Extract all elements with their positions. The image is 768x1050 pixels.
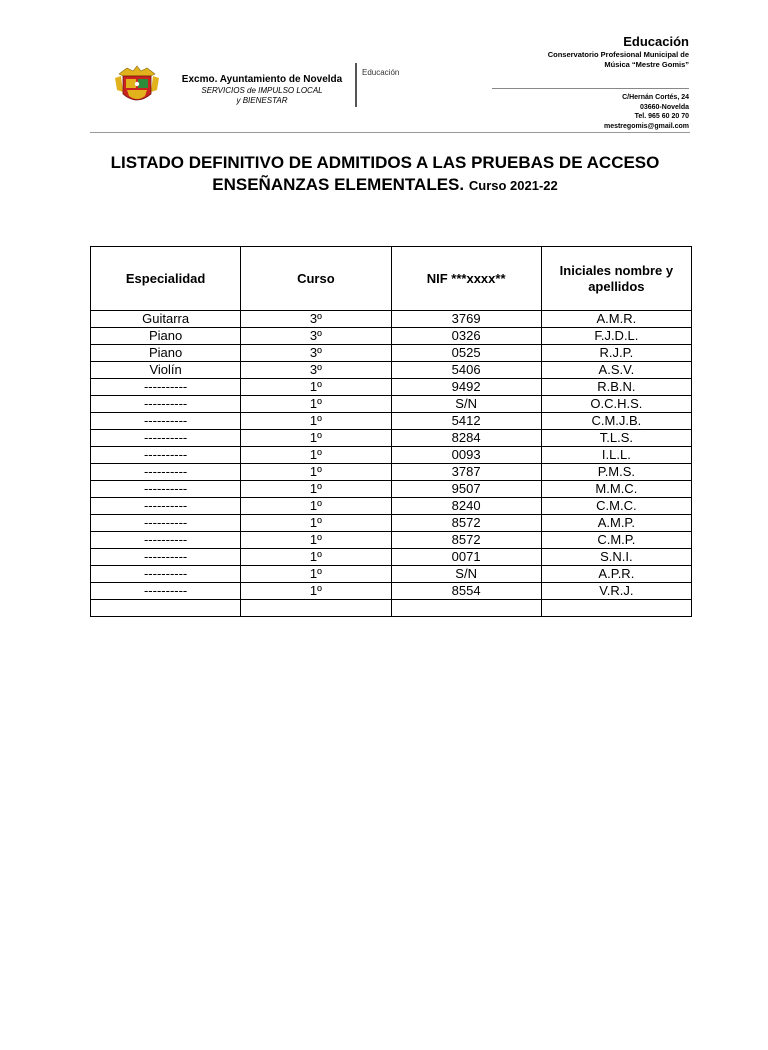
iniciales-cell: A.S.V. [541,362,691,379]
especialidad-cell: ---------- [91,566,241,583]
especialidad-cell: Violín [91,362,241,379]
table-row [91,311,692,328]
course-label: Curso 2021-22 [468,178,558,193]
curso-cell: 1º [241,583,391,600]
table-row [91,345,692,362]
curso-cell: 1º [241,396,391,413]
curso-cell: 3º [241,311,391,328]
iniciales-cell: O.C.H.S. [541,396,691,413]
city: 03660-Novelda [639,103,689,111]
iniciales-cell: V.R.J. [541,583,691,600]
curso-cell: 1º [241,515,391,532]
especialidad-cell: ---------- [91,481,241,498]
nif-cell: 3769 [391,311,541,328]
especialidad-cell: ---------- [91,379,241,396]
curso-cell: 1º [241,413,391,430]
curso-cell: 1º [241,464,391,481]
contact-block [604,93,689,131]
especialidad-cell: Piano [91,328,241,345]
iniciales-cell: A.M.R. [541,311,691,328]
especialidad-cell: ---------- [91,515,241,532]
header-divider [355,63,357,107]
iniciales-cell: I.L.L. [541,447,691,464]
curso-cell: 1º [241,498,391,515]
table-row [91,430,692,447]
nif-cell: S/N [391,396,541,413]
iniciales-cell: S.N.I. [541,549,691,566]
especialidad-cell: Guitarra [91,311,241,328]
coat-of-arms-icon [115,62,159,108]
header-nif: NIF ***xxxx** [391,247,541,311]
especialidad-cell: ---------- [91,447,241,464]
iniciales-cell: T.L.S. [541,430,691,447]
curso-cell: 1º [241,566,391,583]
especialidad-cell: Piano [91,345,241,362]
department-label: Educación [362,68,400,77]
title-line-2-text: ENSEÑANZAS ELEMENTALES. [212,175,465,194]
curso-cell: 3º [241,345,391,362]
nif-cell: 8240 [391,498,541,515]
nif-cell: 8554 [391,583,541,600]
table-row [91,379,692,396]
table-row [91,481,692,498]
header-rule-right [492,88,689,89]
especialidad-cell: ---------- [91,464,241,481]
admissions-table [90,246,692,617]
table-row [91,362,692,379]
table-row [91,532,692,549]
nif-cell: 5412 [391,413,541,430]
nif-cell: 8572 [391,532,541,549]
iniciales-cell: C.M.P. [541,532,691,549]
table-header-row [91,247,692,311]
header-iniciales: Iniciales nombre y apellidos [541,247,691,311]
especialidad-cell: ---------- [91,549,241,566]
iniciales-cell: A.M.P. [541,515,691,532]
header-curso: Curso [241,247,391,311]
table-row [91,413,692,430]
curso-cell: 1º [241,481,391,498]
table-row [91,464,692,481]
especialidad-cell: ---------- [91,396,241,413]
iniciales-cell: F.J.D.L. [541,328,691,345]
nif-cell: 8284 [391,430,541,447]
nif-cell [391,600,541,617]
nif-cell: 9507 [391,481,541,498]
especialidad-cell [91,600,241,617]
department-header [548,34,689,70]
org-subtitle-2: y BIENESTAR [236,96,288,105]
nif-cell: 0093 [391,447,541,464]
curso-cell: 3º [241,362,391,379]
especialidad-cell: ---------- [91,430,241,447]
table-row [91,566,692,583]
nif-cell: S/N [391,566,541,583]
table-row [91,549,692,566]
iniciales-cell: C.M.C. [541,498,691,515]
curso-cell: 1º [241,549,391,566]
table-body [91,311,692,617]
header-especialidad: Especialidad [91,247,241,311]
table-row [91,515,692,532]
organization-block [176,74,348,106]
phone: Tel. 965 60 20 70 [634,113,689,120]
curso-cell: 1º [241,447,391,464]
org-subtitle-1: SERVICIOS de IMPULSO LOCAL [201,86,323,95]
especialidad-cell: ---------- [91,583,241,600]
table-row [91,447,692,464]
table-row [91,396,692,413]
header-rule [90,132,690,133]
conservatory-line-2: Música “Mestre Gomis” [604,60,689,69]
conservatory-line-1: Conservatorio Profesional Municipal de [547,50,689,59]
iniciales-cell [541,600,691,617]
curso-cell: 1º [241,532,391,549]
curso-cell [241,600,391,617]
address: C/Hernán Cortés, 24 [622,94,689,101]
table-row [91,600,692,617]
curso-cell: 3º [241,328,391,345]
iniciales-cell: C.M.J.B. [541,413,691,430]
curso-cell: 1º [241,430,391,447]
title-line-1: LISTADO DEFINITIVO DE ADMITIDOS A LAS PRUEBAS DE ACCESO [110,153,660,172]
org-name: Excmo. Ayuntamiento de Novelda [181,74,343,85]
especialidad-cell: ---------- [91,532,241,549]
iniciales-cell: M.M.C. [541,481,691,498]
especialidad-cell: ---------- [91,413,241,430]
table-row [91,498,692,515]
nif-cell: 0071 [391,549,541,566]
iniciales-cell: R.J.P. [541,345,691,362]
table-row [91,583,692,600]
nif-cell: 0525 [391,345,541,362]
title-line-2 [80,174,690,197]
curso-cell: 1º [241,379,391,396]
iniciales-cell: R.B.N. [541,379,691,396]
table-row [91,328,692,345]
department-title: Educación [623,34,689,49]
nif-cell: 5406 [391,362,541,379]
nif-cell: 3787 [391,464,541,481]
nif-cell: 8572 [391,515,541,532]
nif-cell: 0326 [391,328,541,345]
iniciales-cell: P.M.S. [541,464,691,481]
document-title [80,152,690,197]
nif-cell: 9492 [391,379,541,396]
email: mestregomis@gmail.com [603,122,689,130]
iniciales-cell: A.P.R. [541,566,691,583]
especialidad-cell: ---------- [91,498,241,515]
